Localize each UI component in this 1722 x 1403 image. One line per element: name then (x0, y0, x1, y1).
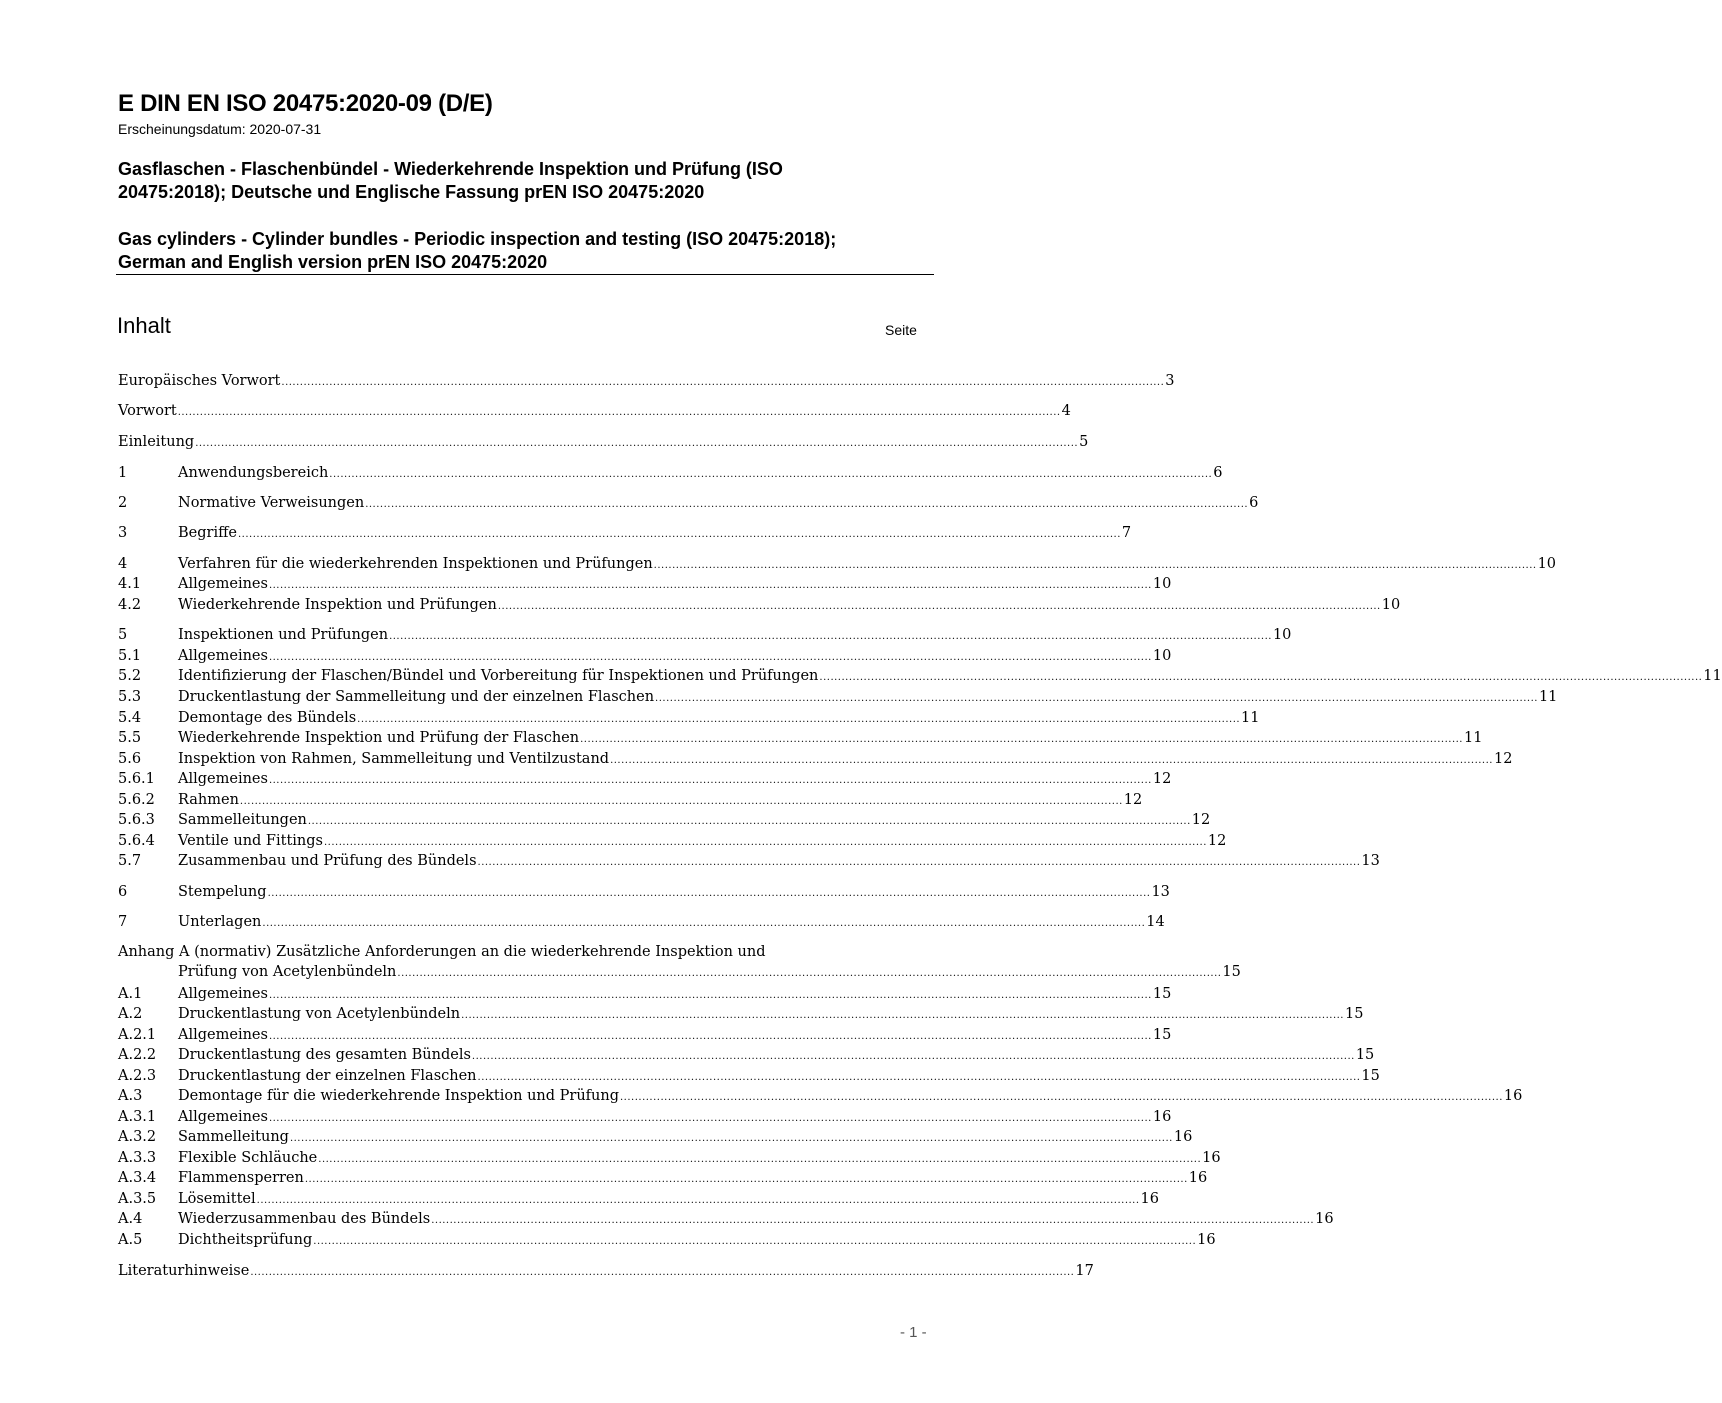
toc-entry-title: Demontage des Bündels (178, 710, 357, 726)
toc-entry-title: Sammelleitung (178, 1129, 289, 1145)
toc-entry-page: 12 (1207, 833, 1227, 849)
toc-entry-page: 16 (1202, 1150, 1221, 1166)
toc-leader-dots: ................................................................................................................................................................................................................................................ (653, 560, 1537, 571)
toc-leader-dots: ................................................................................................................................................................................................................................................ (268, 652, 1152, 663)
toc-leader-dots: ................................................................................................................................................................................................................................................ (268, 775, 1152, 786)
toc-entry-title: Ventile und Fittings (178, 833, 323, 849)
toc-entry[interactable] (118, 851, 1380, 871)
toc-entry-number: 4.1 (118, 576, 142, 592)
toc-entry-number: A.3.5 (118, 1191, 157, 1207)
toc-entry-number: 5 (118, 627, 128, 643)
toc-entry[interactable] (118, 769, 1172, 789)
toc-entry[interactable] (118, 401, 1071, 421)
toc-entry-title: Rahmen (178, 792, 239, 808)
toc-entry-number: A.4 (118, 1211, 143, 1227)
toc-leader-dots: ................................................................................................................................................................................................................................................ (268, 990, 1152, 1001)
toc-leader-dots: ................................................................................................................................................................................................................................................ (237, 529, 1121, 540)
toc-entry-page: 6 (1213, 465, 1223, 481)
toc-entry-number: A.5 (118, 1232, 143, 1248)
toc-entry-title: Flexible Schläuche (178, 1150, 318, 1166)
toc-entry-title: Verfahren für die wiederkehrenden Inspektionen und Prüfungen (178, 556, 653, 572)
toc-entry-number: 3 (118, 525, 128, 541)
toc-entry[interactable] (118, 463, 1223, 483)
toc-entry-number: 5.6.2 (118, 792, 155, 808)
toc-entry-title: Begriffe (178, 525, 237, 541)
toc-entry-title: Wiederkehrende Inspektion und Prüfungen (178, 597, 497, 613)
toc-entry[interactable] (118, 1045, 1375, 1065)
toc-entry-title: Demontage für die wiederkehrende Inspektion und Prüfung (178, 1088, 619, 1104)
toc-entry[interactable] (118, 1168, 1208, 1188)
toc-entry-number: A.3.1 (118, 1109, 157, 1125)
toc-leader-dots: ................................................................................................................................................................................................................................................ (318, 1154, 1202, 1165)
toc-entry-page: 16 (1188, 1170, 1208, 1186)
toc-leader-dots: ................................................................................................................................................................................................................................................ (323, 837, 1207, 848)
toc-entry[interactable] (118, 523, 1132, 543)
toc-entry[interactable] (118, 687, 1558, 707)
toc-entry-number: A.1 (118, 986, 143, 1002)
toc-entry-page: 11 (1538, 689, 1558, 705)
toc-entry-number: 5.6.4 (118, 833, 155, 849)
toc-entry-number: A.2.2 (118, 1047, 157, 1063)
toc-leader-dots: ................................................................................................................................................................................................................................................ (239, 796, 1123, 807)
toc-entry-title: Literaturhinweise (118, 1263, 250, 1279)
toc-entry-page: 10 (1537, 556, 1557, 572)
toc-entry[interactable] (118, 810, 1211, 830)
title-german-line-2: 20475:2018); Deutsche und Englische Fassung prEN ISO 20475:2020 (118, 182, 705, 202)
toc-entry[interactable] (118, 882, 1170, 902)
toc-entry[interactable] (118, 1189, 1159, 1209)
toc-entry[interactable] (118, 708, 1260, 728)
toc-entry-page: 16 (1152, 1109, 1172, 1125)
toc-entry[interactable] (118, 595, 1401, 615)
toc-entry[interactable] (118, 646, 1172, 666)
toc-entry-title: Inspektion von Rahmen, Sammelleitung und Ventilzustand (178, 751, 610, 767)
toc-leader-dots: ................................................................................................................................................................................................................................................ (497, 601, 1381, 612)
toc-page-label: Seite (885, 322, 917, 338)
toc-entry-title: Allgemeines (178, 648, 268, 664)
toc-leader-dots: ................................................................................................................................................................................................................................................ (177, 407, 1061, 418)
title-german-line-1: Gasflaschen - Flaschenbündel - Wiederkehrende Inspektion und Prüfung (ISO (118, 159, 783, 179)
toc-entry[interactable] (118, 1066, 1380, 1086)
toc-entry-number: 5.2 (118, 668, 142, 684)
toc-leader-dots: ................................................................................................................................................................................................................................................ (329, 469, 1213, 480)
toc-entry-page: 6 (1249, 495, 1259, 511)
title-german (118, 158, 918, 204)
title-english (118, 228, 938, 274)
toc-leader-dots: ................................................................................................................................................................................................................................................ (256, 1195, 1140, 1206)
toc-entry-title: Anwendungsbereich (178, 465, 329, 481)
toc-entry-title: Allgemeines (178, 1109, 268, 1125)
toc-entry-page: 10 (1152, 648, 1172, 664)
toc-entry-page: 10 (1381, 597, 1401, 613)
toc-entry-number: A.2.1 (118, 1027, 157, 1043)
toc-entry-title: Sammelleitungen (178, 812, 307, 828)
toc-entry-title: Normative Verweisungen (178, 495, 365, 511)
toc-leader-dots: ................................................................................................................................................................................................................................................ (195, 438, 1079, 449)
toc-heading: Inhalt (117, 313, 171, 338)
toc-entry-number: A.3.3 (118, 1150, 157, 1166)
toc-entry-title: Einleitung (118, 434, 195, 450)
toc-entry[interactable] (118, 625, 1292, 645)
toc-entry-page: 12 (1152, 771, 1172, 787)
toc-entry-title: Identifizierung der Flaschen/Bündel und Vorbereitung für Inspektionen und Prüfungen (178, 668, 819, 684)
toc-leader-dots: ................................................................................................................................................................................................................................................ (304, 1174, 1188, 1185)
toc-entry-bibliography[interactable] (118, 1261, 1094, 1281)
toc-entry-title: Unterlagen (178, 914, 262, 930)
toc-entry[interactable] (118, 728, 1483, 748)
toc-entry-number: A.3.2 (118, 1129, 157, 1145)
toc-leader-dots: ................................................................................................................................................................................................................................................ (313, 1236, 1197, 1247)
toc-entry-title: Stempelung (178, 884, 267, 900)
toc-entry-page: 10 (1152, 576, 1172, 592)
toc-entry[interactable] (118, 371, 1175, 391)
toc-entry-number: A.2 (118, 1006, 143, 1022)
toc-entry-page: 15 (1222, 964, 1241, 980)
toc-leader-dots: ................................................................................................................................................................................................................................................ (268, 1113, 1152, 1124)
toc-entry-number: 5.4 (118, 710, 142, 726)
toc-entry-page: 13 (1361, 853, 1380, 869)
toc-entry-number: A.3.4 (118, 1170, 157, 1186)
toc-entry-number: A.3 (118, 1088, 143, 1104)
toc-entry-page: 15 (1355, 1047, 1375, 1063)
toc-entry-page: 13 (1151, 884, 1170, 900)
toc-entry-number: 4.2 (118, 597, 142, 613)
toc-leader-dots: ................................................................................................................................................................................................................................................ (289, 1133, 1173, 1144)
toc-entry-number: 5.3 (118, 689, 142, 705)
toc-entry-number: 6 (118, 884, 128, 900)
toc-entry-title: Allgemeines (178, 1027, 268, 1043)
toc-entry[interactable] (118, 574, 1172, 594)
toc-entry-number: 5.5 (118, 730, 142, 746)
publication-date: Erscheinungsdatum: 2020-07-31 (118, 121, 322, 137)
toc-entry-page: 12 (1191, 812, 1211, 828)
toc-entry-number: A.2.3 (118, 1068, 157, 1084)
toc-entry-page: 4 (1061, 403, 1071, 419)
toc-leader-dots: ................................................................................................................................................................................................................................................ (267, 888, 1151, 899)
toc-entry-page: 7 (1121, 525, 1132, 541)
toc-leader-dots: ................................................................................................................................................................................................................................................ (620, 1092, 1503, 1103)
toc-leader-dots: ................................................................................................................................................................................................................................ (397, 968, 1222, 979)
title-english-line-1: Gas cylinders - Cylinder bundles - Periodic inspection and testing (ISO 20475:2018); (118, 229, 837, 249)
toc-entry[interactable] (118, 493, 1259, 513)
toc-entry-page: 3 (1165, 373, 1175, 389)
toc-entry-page: 12 (1493, 751, 1513, 767)
toc-entry-title: Flammensperren (178, 1170, 304, 1186)
toc-entry-page: 15 (1152, 1027, 1172, 1043)
toc-leader-dots: ................................................................................................................................................................................................................................................ (477, 857, 1361, 868)
toc-leader-dots: ................................................................................................................................................................................................................................................ (471, 1051, 1355, 1062)
toc-entry-title: Allgemeines (178, 771, 268, 787)
toc-entry-title: Druckentlastung der einzelnen Flaschen (178, 1068, 477, 1084)
toc-leader-dots: ................................................................................................................................................................................................................................................ (281, 377, 1165, 388)
toc-leader-dots: ................................................................................................................................................................................................................................................ (477, 1072, 1361, 1083)
toc-entry-page: 17 (1075, 1263, 1094, 1279)
toc-entry-page: 16 (1197, 1232, 1216, 1248)
toc-entry-title: Wiederzusammenbau des Bündels (178, 1211, 431, 1227)
toc-entry-page: 15 (1361, 1068, 1380, 1084)
toc-entry[interactable] (118, 831, 1227, 851)
toc-entry-number: 4 (118, 556, 128, 572)
toc-leader-dots: ................................................................................................................................................................................................................................ (250, 1267, 1075, 1278)
toc-leader-dots: ................................................................................................................................................................................................................................................ (819, 672, 1703, 683)
toc-entry[interactable] (118, 1086, 1523, 1106)
toc-leader-dots: ................................................................................................................................................................................................................................................ (365, 499, 1249, 510)
toc-entry-title: Allgemeines (178, 576, 268, 592)
toc-entry-page: 15 (1344, 1006, 1364, 1022)
toc-entry[interactable] (118, 1127, 1193, 1147)
toc-entry-page: 5 (1079, 434, 1089, 450)
toc-entry[interactable] (118, 1004, 1364, 1024)
toc-entry-title: Dichtheitsprüfung (178, 1232, 313, 1248)
toc-entry-number: 5.1 (118, 648, 142, 664)
toc-entry-title: Lösemittel (178, 1191, 256, 1207)
annex-a-heading[interactable]: Anhang A (normativ) Zusätzliche Anforderungen an die wiederkehrende Inspektion und (118, 944, 766, 960)
toc-leader-dots: ................................................................................................................................................................................................................................................ (268, 580, 1152, 591)
toc-entry[interactable] (118, 1209, 1334, 1229)
toc-entry-page: 10 (1272, 627, 1292, 643)
toc-entry-title: Vorwort (118, 403, 177, 419)
toc-entry-page: 11 (1241, 710, 1260, 726)
toc-entry-title: Allgemeines (178, 986, 268, 1002)
toc-entry-page: 11 (1463, 730, 1483, 746)
toc-entry[interactable] (118, 666, 1722, 686)
toc-leader-dots: ................................................................................................................................................................................................................................................ (580, 734, 1463, 745)
toc-entry[interactable] (118, 1107, 1172, 1127)
toc-leader-dots: ................................................................................................................................................................................................................................................ (655, 693, 1538, 704)
toc-entry[interactable] (118, 790, 1143, 810)
toc-entry[interactable] (118, 1148, 1221, 1168)
toc-entry-title: Druckentlastung von Acetylenbündeln (178, 1006, 461, 1022)
toc-entry-page: 16 (1315, 1211, 1334, 1227)
toc-leader-dots: ................................................................................................................................................................................................................................................ (268, 1031, 1152, 1042)
toc-entry-title: Druckentlastung der Sammelleitung und der einzelnen Flaschen (178, 689, 655, 705)
page-number: - 1 - (900, 1324, 927, 1341)
toc-entry[interactable] (118, 984, 1172, 1004)
toc-entry-title: Europäisches Vorwort (118, 373, 281, 389)
toc-entry-page: 16 (1503, 1088, 1523, 1104)
toc-entry-number: 2 (118, 495, 128, 511)
toc-entry-page: 15 (1152, 986, 1172, 1002)
toc-entry[interactable] (118, 1230, 1216, 1250)
toc-leader-dots: ................................................................................................................................................................................................................................................ (307, 816, 1191, 827)
toc-entry-title: Zusammenbau und Prüfung des Bündels (178, 853, 477, 869)
toc-entry-title: Wiederkehrende Inspektion und Prüfung der Flaschen (178, 730, 580, 746)
toc-entry-title: Druckentlastung des gesamten Bündels (178, 1047, 471, 1063)
toc-leader-dots: ................................................................................................................................................................................................................................................ (610, 755, 1493, 766)
toc-entry-page: 16 (1140, 1191, 1159, 1207)
header-divider (116, 274, 934, 275)
toc-entry-number: 7 (118, 914, 128, 930)
annex-a-heading-continuation[interactable] (118, 962, 1241, 982)
toc-leader-dots: ................................................................................................................................................................................................................................................ (461, 1010, 1344, 1021)
toc-entry-number: 5.7 (118, 853, 142, 869)
toc-entry[interactable] (118, 749, 1513, 769)
toc-leader-dots: ................................................................................................................................................................................................................................................ (389, 631, 1272, 642)
toc-entry-title: Prüfung von Acetylenbündeln (178, 964, 397, 980)
toc-entry-page: 16 (1173, 1129, 1193, 1145)
toc-entry[interactable] (118, 554, 1557, 574)
toc-leader-dots: ................................................................................................................................................................................................................................................ (262, 918, 1146, 929)
toc-entry-page: 12 (1123, 792, 1143, 808)
toc-leader-dots: ................................................................................................................................................................................................................................................ (431, 1215, 1315, 1226)
document-title: E DIN EN ISO 20475:2020-09 (D/E) (118, 90, 493, 117)
toc-entry[interactable] (118, 1025, 1172, 1045)
toc-entry[interactable] (118, 432, 1089, 452)
toc-entry-number: 5.6.3 (118, 812, 155, 828)
toc-entry-number: 5.6.1 (118, 771, 155, 787)
toc-entry-title: Inspektionen und Prüfungen (178, 627, 389, 643)
title-english-line-2: German and English version prEN ISO 20475:2020 (118, 252, 548, 272)
toc-entry-number: 1 (118, 465, 128, 481)
toc-entry[interactable] (118, 912, 1165, 932)
toc-leader-dots: ................................................................................................................................................................................................................................................ (357, 714, 1241, 725)
toc-entry-number: 5.6 (118, 751, 142, 767)
toc-entry-page: 14 (1146, 914, 1165, 930)
toc-entry-page: 11 (1703, 668, 1722, 684)
